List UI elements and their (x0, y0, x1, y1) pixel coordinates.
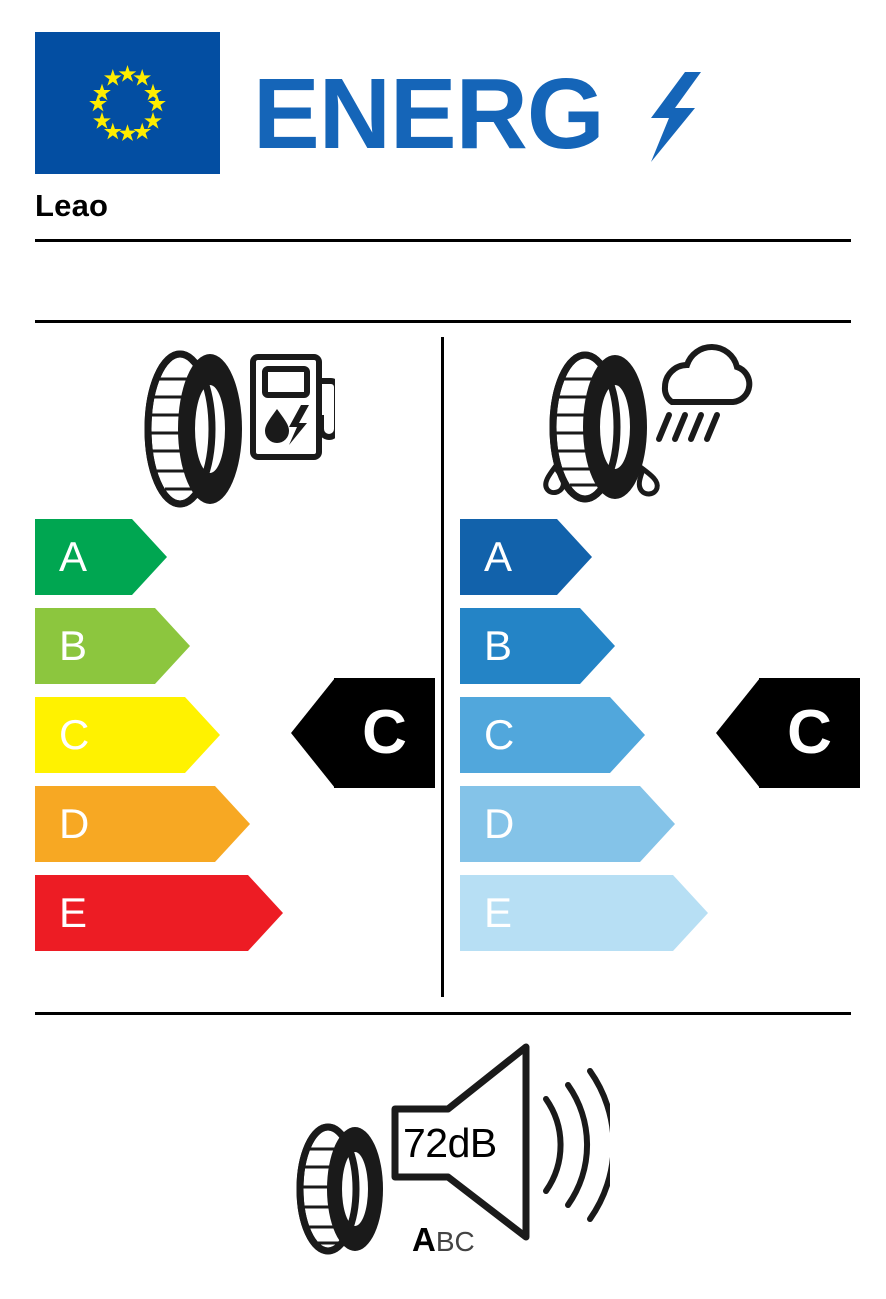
main-panel (35, 320, 851, 1010)
fuel-grade-d-bar (35, 786, 250, 862)
grip-result-letter: C (787, 698, 832, 767)
grade-row (460, 519, 860, 595)
grade-letter: E (59, 889, 88, 936)
noise-class-indicator (412, 1221, 475, 1259)
grip-grade-e-bar (460, 875, 708, 951)
energy-wordmark (253, 70, 743, 162)
grade-letter: B (59, 622, 88, 669)
fuel-grade-a-bar (35, 519, 167, 595)
tyre-rain-cloud-icon (525, 339, 755, 519)
grade-letter: D (59, 800, 90, 847)
grade-row (35, 875, 435, 951)
vertical-divider (441, 337, 444, 997)
grade-letter: A (484, 533, 513, 580)
fuel-grade-c-bar (35, 697, 220, 773)
fuel-grade-e-bar (35, 875, 283, 951)
grade-row (460, 608, 860, 684)
grade-row (460, 786, 860, 862)
grip-grade-b-bar (460, 608, 615, 684)
svg-text:ENERG: ENERG (253, 70, 604, 162)
noise-class-inactive: BC (435, 1226, 475, 1257)
grip-grade-d-bar (460, 786, 675, 862)
eu-flag-icon (35, 32, 220, 174)
grade-letter: C (59, 711, 90, 758)
grip-grade-a-bar (460, 519, 592, 595)
grade-letter: B (484, 622, 513, 669)
grade-row (460, 875, 860, 951)
wet-grip-result-badge (716, 678, 860, 788)
grade-row (35, 608, 435, 684)
fuel-result-letter: C (362, 698, 407, 767)
lightning-bolt-icon (651, 72, 701, 162)
fuel-efficiency-result-badge (291, 678, 435, 788)
grade-letter: C (484, 711, 515, 758)
grade-letter: A (59, 533, 88, 580)
noise-class-active: A (412, 1221, 436, 1258)
grade-letter: D (484, 800, 515, 847)
tyre-fuel-pump-icon (125, 339, 335, 519)
grade-row (35, 786, 435, 862)
fuel-grade-b-bar (35, 608, 190, 684)
grade-letter: E (484, 889, 513, 936)
brand-row (35, 186, 851, 242)
grade-row (35, 519, 435, 595)
noise-value: 72dB (403, 1120, 497, 1166)
eu-energy-header (35, 32, 851, 174)
brand-name: Leao (35, 188, 109, 223)
grip-grade-c-bar (460, 697, 645, 773)
